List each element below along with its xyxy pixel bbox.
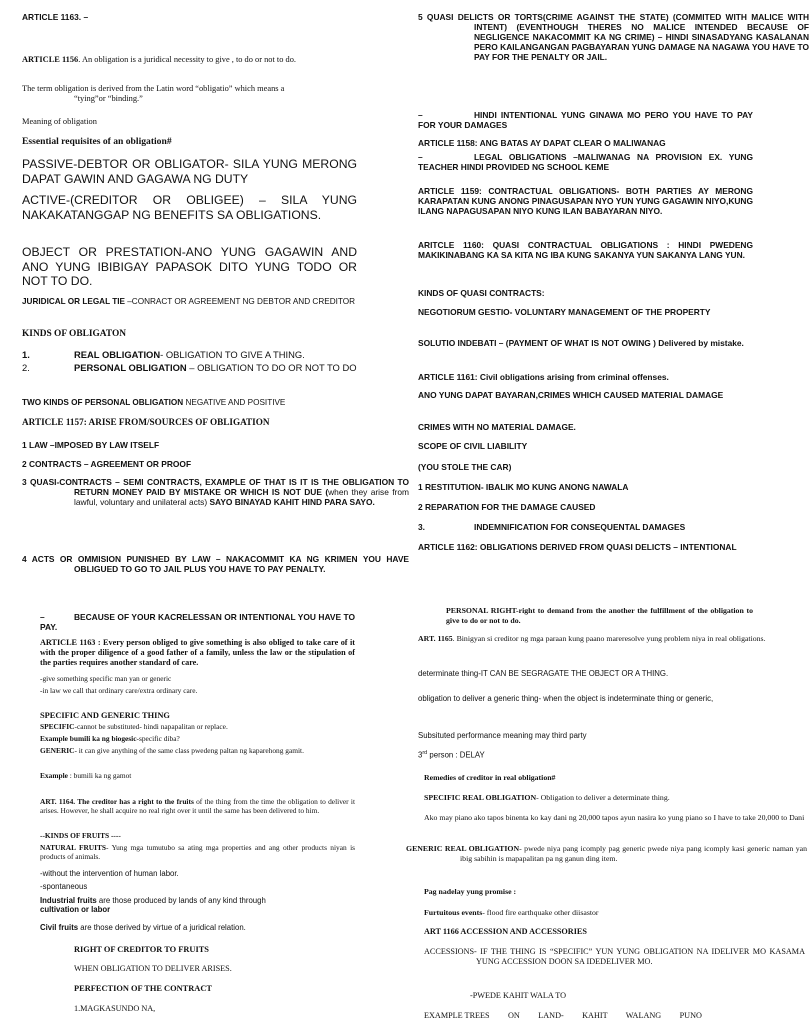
source-3-tail: SAYO BINAYAD KAHIT HIND PARA SAYO. [207,497,375,508]
kind-2-text: – OBLIGATION TO DO OR NOT TO DO [186,362,357,373]
example-1-text: -specific diba? [136,734,180,743]
article-1165 [418,634,807,644]
solutio: SOLUTIO INDEBATI – (PAYMENT OF WHAT IS NOT OWING ) Delivered by mistake. [418,338,744,348]
you-stole: (YOU STOLE THE CAR) [418,462,512,472]
source-2: 2 CONTRACTS – AGREEMENT OR PROOF [22,459,192,469]
fortuitous-text: - flood fire earthquake other diisastor [482,908,599,917]
article-1158: ARTICLE 1158: ANG BATAS AY DAPAT CLEAR O MALIWANAG [418,138,666,148]
pwede-kahit: -PWEDE KAHIT WALA TO [470,991,567,1000]
article-1156 [22,55,357,65]
generic-label: GENERIC [40,746,75,755]
specific-text: -cannot be substituted- hindi napapalitan or replace. [74,722,228,731]
remedies: Remedies of creditor in real obligation# [424,773,556,782]
source-3 [22,477,409,507]
crimes-no-damage: CRIMES WITH NO MATERIAL DAMAGE. [418,422,576,432]
passive-debtor [22,157,357,186]
kinds-of-fruits: --KINDS OF FRUITS ---- [40,831,121,840]
spontaneous: -spontaneous [40,882,88,891]
industrial-fruits [40,896,355,915]
civil-fruits [40,923,355,932]
hindi-text: HINDI INTENTIONAL YUNG GINAWA MO PERO YOU HAVE TO PAY FOR YOUR DAMAGES [418,110,753,131]
example-2-label: Example [40,771,68,780]
dash-legal [418,152,753,172]
civil-label: Civil fruits [40,923,79,932]
industrial-text: are those produced by lands of any kind through [96,896,266,905]
example-trees: EXAMPLE TREES ON LAND- KAHIT WALANG PUNO [424,1011,702,1020]
when-obligation: WHEN OBLIGATION TO DELIVER ARISES. [74,964,232,973]
give-1: -give something specific man yan or generic [40,674,172,683]
source-3-normal: when they arise from lawful, voluntary and unilateral acts) [74,487,409,508]
scope-civil: SCOPE OF CIVIL LIABILITY [418,441,528,451]
example-2-text: : bumili ka ng gamot [67,771,132,780]
third-text: person : DELAY [427,750,485,760]
essential-heading: Essential requisites of an obligation# [22,136,172,147]
article-1163: ARTICLE 1163 : Every person obliged to give something is also obliged to take care of it with the proper diligence of a good father of a family, unless the law or the stipulation of the parties requires another standard of care. [40,638,355,667]
article-1156-label: ARTICLE 1156 [22,55,79,64]
juridical-text: –CONRACT OR AGREEMENT NG DEBTOR AND CREDITOR [124,297,356,306]
negotiorum: NEGOTIORUM GESTIO- VOLUNTARY MANAGEMENT OF THE PROPERTY [418,307,711,317]
generic-real-obligation [406,844,807,863]
term-text-2: “tying”or “binding.” [74,94,143,104]
article-1159: ARTICLE 1159: CONTRACTUAL OBLIGATIONS- BOTH PARTIES AY MERONG KARAPATAN KUNG ANONG PINAGUSAPAN NYO YUN YUNG GAGAWIN NIYO,KUNG ILANG NAPAGUSAPAN NIYO KUNG ILAN BABAYARAN NIYO. [418,186,753,217]
third-superscript: rd [422,750,428,756]
obligation-generic: obligation to deliver a generic thing- when the object is indeterminate thing or generic, [418,694,714,703]
specific-real-obligation [424,793,670,803]
determinate-thing: determinate thing-IT CAN BE SEGRAGATE THE OBJECT OR A THING. [418,669,669,678]
article-1165-text: . Binigyan si creditor ng mga paraan kung paano mareresolve yung problem niya in real obligations. [452,634,766,643]
kind-1 [22,349,357,360]
object-prestation [22,245,357,289]
source-3-bold: 3 QUASI-CONTRACTS – SEMI CONTRACTS, EXAMPLE OF THAT IS IT IS THE OBLIGATION TO RETURN MONEY PAID BY MISTAKE OR WHICH IS NOT DUE ( [22,477,409,498]
kind-2-number: 2. [22,362,30,373]
dash-marker: – [418,110,423,120]
dash-marker: – [418,152,423,162]
indemnification [418,522,753,532]
generic-real-text: - pwede niya pang icomply pag generic pwede niya pang icomply kasi generic naman yan ibig sabihin is mapapalitan pa ng ganun ding item. [460,844,807,863]
two-kinds-label: TWO KINDS OF PERSONAL OBLIGATION [22,398,184,407]
article-1160: ARITCLE 1160: QUASI CONTRACTUAL OBLIGATIONS : HINDI PWEDENG MAKIKINABANG KA SA KITA NG IBA KUNG SAKANYA YUN SAKANYA LANG YUN. [418,240,753,261]
generic-def [40,746,355,755]
specific-real-label: SPECIFIC REAL OBLIGATION [424,793,537,802]
article-1156-text: . An obligation is a juridical necessity to give , to do or not to do. [78,55,296,64]
active-creditor [22,193,357,222]
article-1161: ARTICLE 1161: Civil obligations arising from criminal offenses. [418,372,669,382]
kinds-of-obligation-heading: KINDS OF OBLIGATON [22,329,127,339]
kind-1-label: REAL OBLIGATION [74,349,161,360]
two-kinds-personal [22,398,357,408]
kind-1-number: 1. [22,349,30,360]
cultivation-text: cultivation or labor [40,905,111,915]
natural-text: - Yung mga tumutubo sa ating mga properties and ang other products niyan is products of animals. [40,843,355,862]
article-1166: ART 1166 ACCESSION AND ACCESSORIES [424,927,587,936]
active-label: ACTIVE-(CREDITOR OR OBLIGEE) [22,193,244,207]
kind-2 [22,362,357,373]
r3-number: 3. [418,522,425,532]
because [40,612,355,632]
specific-real-text: - Obligation to deliver a determinate thing. [536,793,670,802]
accessions: ACCESSIONS- IF THE THING IS “SPECIFIC” YUN YUNG OBLIGATION NA IDELIVER MO KASAMA YUNG ACCESSION DOON SA IDEDELIVER MO. [424,947,805,966]
fortuitous [424,908,599,918]
article-1165-label: ART. 1165 [418,634,453,643]
ano-dapat: ANO YUNG DAPAT BAYARAN,CRIMES WHICH CAUSED MATERIAL DAMAGE [418,390,724,400]
fortuitous-label: Furtuitous events [424,908,483,917]
juridical-tie [22,297,357,307]
article-1164 [40,797,355,816]
example-2 [40,771,131,780]
source-4: 4 ACTS OR OMMISION PUNISHED BY LAW – NAKACOMMIT KA NG KRIMEN YOU HAVE OBLIGUED TO GO TO JAIL PLUS YOU HAVE TO PAY PENALTY. [22,554,409,575]
perfection: PERFECTION OF THE CONTRACT [74,984,212,993]
specific-generic-heading: SPECIFIC AND GENERIC THING [40,711,170,720]
personal-right: PERSONAL RIGHT-right to demand from the another the fulfillment of the obligation to give to do or not to do. [446,606,753,625]
because-text: BECAUSE OF YOUR KACRELESSAN OR INTENTIONAL YOU HAVE TO PAY. [40,612,355,633]
natural-label: NATURAL FRUITS [40,843,107,852]
specific-def [40,722,228,731]
subsituted: Subsituted performance meaning may third party [418,731,587,740]
article-1164-label: ART. 1164. The creditor has a right to the fruits [40,797,194,806]
dash-hindi [418,110,753,130]
kind-2-label: PERSONAL OBLIGATION [74,362,187,373]
restitution: 1 RESTITUTION- IBALIK MO KUNG ANONG NAWALA [418,482,629,492]
article-1164-text: of the thing from the time the obligation to deliver it arises. However, he shall acquire no real right over it until the same has been delivered to him. [40,797,355,816]
industrial-label: Industrial fruits [40,896,97,905]
magkasundo: 1.MAGKASUNDO NA, [74,1004,156,1013]
example-1-label: Example bumili ka ng biogesic [40,734,137,743]
term-obligation [22,84,357,105]
passive-text: - SILA YUNG MERONG DAPAT GAWIN AND GAGAWA NG DUTY [22,157,357,186]
right-of-creditor: RIGHT OF CREDITOR TO FRUITS [74,945,209,954]
source-5: 5 QUASI DELICTS OR TORTS(CRIME AGAINST THE STATE) (COMMITED WITH MALICE WITH INTENT) (EVENTHOUGH THERES NO MALICE INTENDED BECAUSE OF NEGLIGENCE NAKACOMMIT KA NG CRIME) – HINDI SINASADYANG KASALANAN PERO KAILANGANGAN PAGBAYARAN YUNG DAMAGE NA NAGAWA YOU HAVE TO PAY FOR THE PENALTY OR JAIL. [418,12,809,63]
generic-real-label: GENERIC REAL OBLIGATION [406,844,520,853]
without-intervention: -without the intervention of human labor. [40,869,179,878]
r3-text: INDEMNIFICATION FOR CONSEQUENTAL DAMAGES [474,522,686,532]
give-2: -in law we call that ordinary care/extra ordinary care. [40,686,198,695]
third-person [418,750,485,760]
term-text: The term obligation is derived from the Latin word “obligatio” which means a [22,84,285,93]
object-label: OBJECT OR PRESTATION [22,245,182,259]
article-1163-heading: ARTICLE 1163. – [22,12,89,22]
object-text: -ANO YUNG GAGAWIN AND ANO YUNG IBIBIGAY PAPASOK DITO YUNG TODO OR NOT TO DO. [22,245,357,289]
pag-nadelay: Pag nadelay yung promise : [424,887,517,896]
specific-label: SPECIFIC [40,722,75,731]
dash-marker: – [40,612,45,622]
reparation: 2 REPARATION FOR THE DAMAGE CAUSED [418,502,596,512]
legal-text: LEGAL OBLIGATIONS –MALIWANAG NA PROVISION EX. YUNG TEACHER HINDI PROVIDED NG SCHOOL KEME [418,152,753,173]
passive-label: PASSIVE-DEBTOR OR OBLIGATOR [22,157,225,171]
article-1157: ARTICLE 1157: ARISE FROM/SOURCES OF OBLIGATION [22,417,270,427]
example-1 [40,734,180,743]
kinds-of-quasi: KINDS OF QUASI CONTRACTS: [418,288,545,298]
third-prefix: 3 [418,750,423,760]
generic-text: - it can give anything of the same class pwedeng paltan ng kaparehong gamit. [74,746,304,755]
civil-text: are those derived by virtue of a juridical relation. [78,923,246,932]
active-text: – SILA YUNG NAKAKATANGGAP NG BENEFITS SA OBLIGATIONS. [22,193,357,222]
kind-1-text: - OBLIGATION TO GIVE A THING. [160,349,305,360]
meaning-of-obligation: Meaning of obligation [22,117,97,126]
two-kinds-text: NEGATIVE AND POSITIVE [183,398,286,407]
article-1162: ARTICLE 1162: OBLIGATIONS DERIVED FROM QUASI DELICTS – INTENTIONAL [418,542,737,552]
juridical-label: JURIDICAL OR LEGAL TIE [22,297,125,306]
source-1: 1 LAW –IMPOSED BY LAW ITSELF [22,440,160,450]
natural-fruits [40,843,355,862]
ako-piano: Ako may piano ako tapos binenta ko kay dani ng 20,000 tapos ayun nasira ko yung piano so I have to take 20,000 to Dani [424,813,805,822]
